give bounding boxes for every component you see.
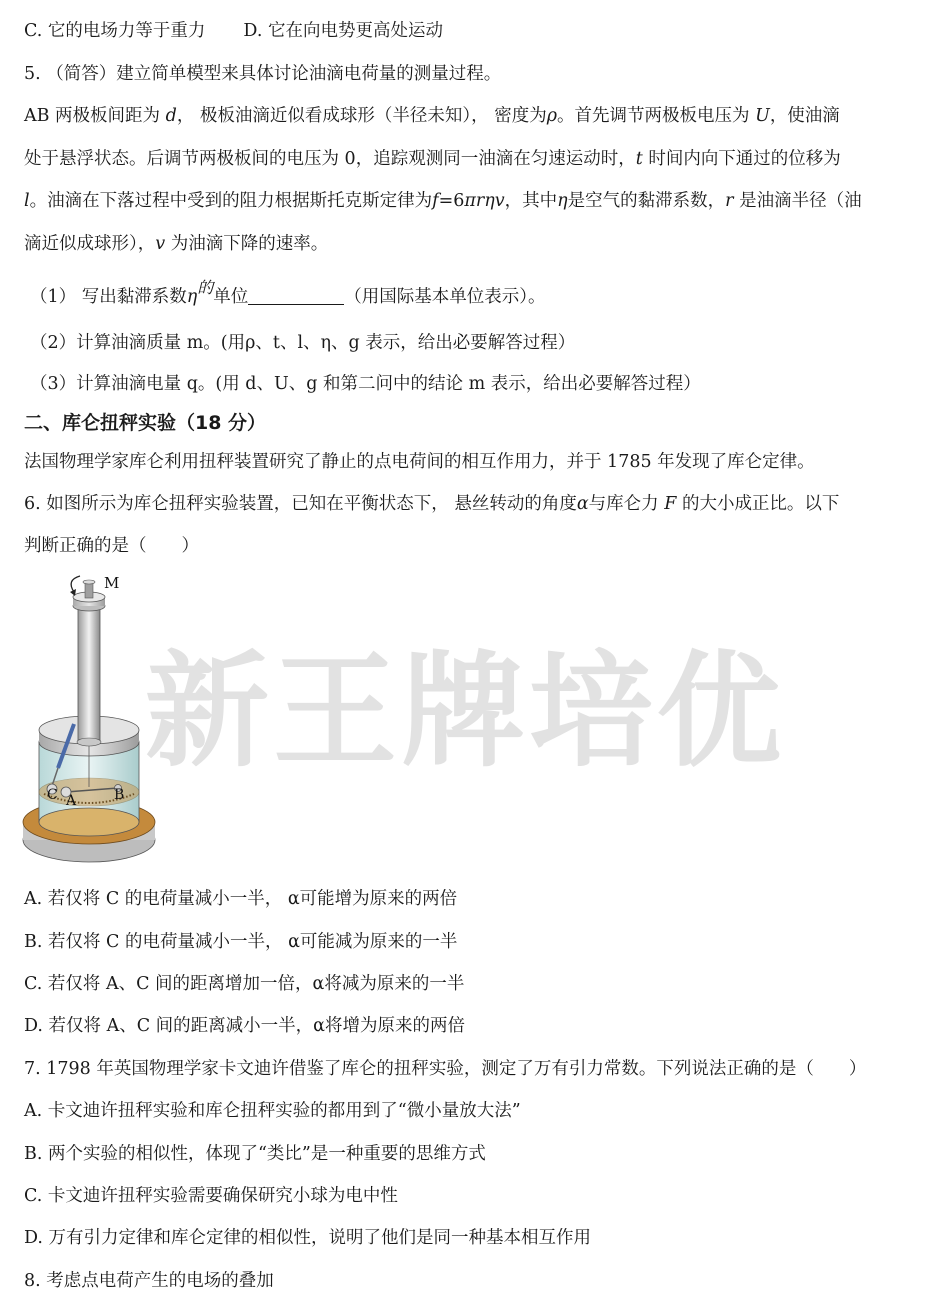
text-span: 的大小成正比。以下 [676, 494, 840, 514]
q6-option-d: D. 若仅将 A、C 间的距离减小一半，α将增为原来的两倍 [24, 1016, 466, 1036]
var-rho: ρ [546, 106, 557, 126]
figure-label-m: M [104, 574, 120, 592]
q7-option-a: A. 卡文迪许扭秤实验和库仑扭秤实验的都用到了“微小量放大法” [24, 1101, 521, 1121]
figure-label-a: A [66, 793, 77, 809]
text-span: 处于悬浮状态。后调节两极板间的电压为 0，追踪观测同一油滴在匀速运动时， [24, 149, 636, 169]
var-v: v [494, 191, 505, 211]
q7-option-d: D. 万有引力定律和库仑定律的相似性，说明了他们是同一种基本相互作用 [24, 1228, 592, 1248]
text-span: 滴近似成球形）， [24, 234, 156, 254]
q7-option-b: B. 两个实验的相似性，体现了“类比”是一种重要的思维方式 [24, 1144, 486, 1164]
section-heading: 二、库仑扭秤实验（18 分） [24, 412, 267, 434]
q5-sub-2: （2）计算油滴质量 m。(用ρ、t、l、η、g 表示，给出必要解答过程） [30, 333, 576, 353]
text-span: 与库仑力 [588, 494, 665, 514]
superscript: 的 [197, 278, 214, 297]
figure-label-b: B [114, 787, 125, 803]
text-span: 是油滴半径（油 [733, 191, 862, 211]
watermark: 新王牌培优 [145, 640, 786, 784]
text-span: 。油滴在下落过程中受到的阻力根据斯托克斯定律为 [29, 191, 433, 211]
q7-stem: 7. 1798 年英国物理学家卡文迪许借鉴了库仑的扭秤实验，测定了万有引力常数。下列说法正确的是（ ） [24, 1059, 867, 1079]
formula: πrη [464, 191, 495, 211]
section-intro: 法国物理学家库仑利用扭秤装置研究了静止的点电荷间的相互作用力，并于 1785 年发现了库仑定律。 [24, 452, 815, 472]
q7-option-c: C. 卡文迪许扭秤实验需要确保研究小球为电中性 [24, 1186, 398, 1206]
figure-label-c: C [47, 787, 58, 803]
text-span: （用国际基本单位表示）。 [344, 287, 546, 307]
text-span: ，使油滴 [769, 106, 840, 126]
var-u: U [755, 106, 770, 126]
text-span: AB 两极板间距为 [24, 106, 166, 126]
answer-blank[interactable] [248, 286, 344, 305]
text-span: ， 极板油滴近似看成球形（半径未知）， 密度为 [176, 106, 547, 126]
var-t: t [635, 149, 643, 169]
q6-option-b: B. 若仅将 C 的电荷量减小一半， α可能减为原来的一半 [24, 932, 458, 952]
text-span: 6. 如图所示为库仑扭秤实验装置，已知在平衡状态下， 悬丝转动的角度 [24, 494, 577, 514]
var-d: d [165, 106, 177, 126]
q5-title: 5. （简答）建立简单模型来具体讨论油滴电荷量的测量过程。 [24, 64, 502, 84]
torsion-balance-figure [22, 572, 162, 872]
var-f: F [664, 494, 677, 514]
q4-option-d: D. 它在向电势更高处运动 [243, 21, 443, 41]
q8-title: 8. 考虑点电荷产生的电场的叠加 [24, 1271, 274, 1291]
q6-stem-line-1 [24, 492, 910, 516]
text-span: 。首先调节两极板电压为 [557, 106, 756, 126]
text-span: =6 [438, 191, 465, 211]
text-span: 为油滴下降的速率。 [165, 234, 329, 254]
var-r: r [725, 191, 734, 211]
var-v: v [155, 234, 166, 254]
q4-options [24, 19, 910, 43]
var-eta: η [186, 287, 198, 307]
q6-option-a: A. 若仅将 C 的电荷量减小一半， α可能增为原来的两倍 [24, 889, 458, 909]
var-eta: η [557, 191, 568, 211]
text-span: ，其中 [504, 191, 558, 211]
q5-para-line-1 [24, 104, 910, 128]
text-span: 是空气的黏滞系数， [567, 191, 726, 211]
q6-stem-line-2: 判断正确的是（ ） [24, 536, 199, 556]
q5-para-line-3 [24, 189, 910, 213]
var-l: l [24, 191, 30, 211]
var-f: f [432, 191, 439, 211]
text-span: 单位 [213, 287, 249, 307]
var-alpha: α [576, 494, 589, 514]
text-span: 时间内向下通过的位移为 [642, 149, 841, 169]
text-span: （1） 写出黏滞系数 [30, 287, 187, 307]
q6-option-c: C. 若仅将 A、C 间的距离增加一倍，α将减为原来的一半 [24, 974, 465, 994]
q5-para-line-2 [24, 147, 910, 171]
q5-sub-1 [30, 278, 910, 309]
q5-sub-3: （3）计算油滴电量 q。(用 d、U、g 和第二问中的结论 m 表示，给出必要解答过程） [30, 374, 701, 394]
q4-option-c: C. 它的电场力等于重力 [24, 21, 206, 41]
q5-para-line-4 [24, 232, 910, 256]
